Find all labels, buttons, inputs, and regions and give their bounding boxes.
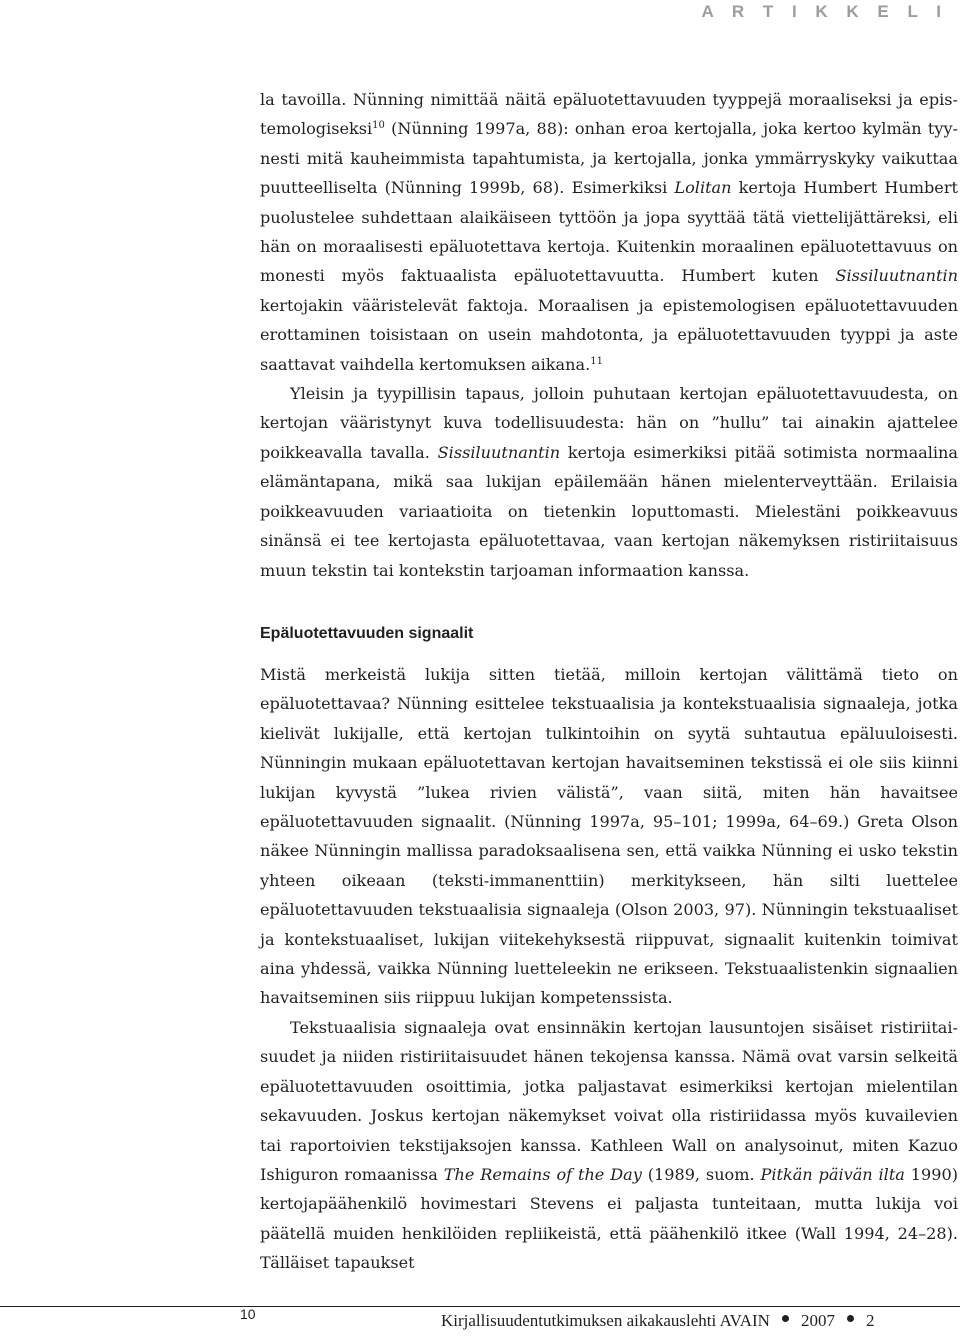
- page-number: 10: [240, 1306, 256, 1322]
- journal-name: Kirjallisuudentutkimuksen aikakauslehti AVAIN: [441, 1311, 770, 1330]
- title-sissiluutnantin: Sissiluutnantin: [437, 442, 561, 462]
- text-run: kertoja Humbert Humbert puolustelee suhdettaan alaikäiseen tyttöön ja jopa syyttää tätä viettelijättäreksi, eli hän on moraalisesti epäluotettava kertoja. Kuitenkin moraalinen epäluotettavuus on monesti myös faktuaalista epäluotettavuutta. Humbert kuten: [260, 178, 958, 286]
- body-text-bottom: [260, 660, 958, 1278]
- paragraph-1: [260, 85, 958, 379]
- bullet-dot-icon: [847, 1315, 854, 1322]
- footnote-ref-10[interactable]: 10: [372, 120, 385, 132]
- text-run: (Nünning 1997a, 88): onhan eroa kertojalla, joka kertoo kylmän tyynesti mitä kauheimmista tapahtumista, ja kertojalla, jonka ymmärryskyky vaikuttaa puutteelliselta (Nünning 1999b, 68). Esimerkiksi: [260, 119, 958, 198]
- title-pitkan-paivan-ilta: Pitkän päivän ilta: [760, 1164, 905, 1184]
- text-run: 1990) kertojapäähenkilö hovimestari Stevens ei paljasta tunteitaan, mutta lukija voi päätellä muiden henkilöiden repliikeistä, että päähenkilö itkee (Wall 1994, 24–28). Tälläiset tapaukset: [260, 1164, 959, 1273]
- text-run: Tekstuaalisia signaaleja ovat ensinnäkin kertojan lausuntojen sisäiset ristiriitaisuudet ja niiden ristiriitaisuudet hänen tekojensa kanssa. Nämä ovat varsin selkeitä epäluotettavuuden osoittimia, jotka paljastavat esimerkiksi kertojan mielentilan sekavuuden. Joskus kertojan näkemykset voivat olla ristiriidassa myös kuvailevien tai raportoivien tekstijaksojen kanssa. Kathleen Wall on analysoinut, miten Kazuo Ishiguron romaanissa: [260, 1017, 958, 1184]
- text-run: kertoja esimerkiksi pitää sotimista normaalina elämäntapana, mikä saa lukijan epäilemään hänen mielenterveyttään. Erilaisia poikkeavuuden variaatioita on tietenkin loputtomasti. Mielestäni poikkeavuus sinänsä ei tee kertojasta epäluotettavaa, vaan kertojan näkemyksen ristiriitaisuus muun tekstin tai kontekstin tarjoaman informaation kanssa.: [260, 442, 959, 580]
- text-run: kertojakin vääristelevät faktoja. Moraalisen ja epistemologisen epäluotettavuuden erottaminen toisistaan on usein mahdotonta, ja epäluotettavuuden tyyppi ja aste saattavat vaihdella kertomuksen aikana.: [260, 295, 958, 374]
- title-sissiluutnantin: Sissiluutnantin: [835, 266, 958, 286]
- body-text-top: [260, 85, 958, 585]
- journal-issue: 2: [865, 1311, 875, 1330]
- paragraph-4: [260, 1013, 958, 1278]
- text-run: la tavoilla. Nünning nimittää näitä epäluotettavuuden tyyppejä moraaliseksi ja epistemologiseksi: [260, 90, 958, 139]
- text-run: (1989, suom.: [641, 1164, 761, 1184]
- title-remains-of-the-day: The Remains of the Day: [443, 1164, 642, 1184]
- paragraph-2: [260, 379, 958, 585]
- bullet-dot-icon: [782, 1315, 789, 1322]
- section-heading: Epäluotettavuuden signaalit: [260, 625, 474, 642]
- title-lolitan: Lolitan: [674, 178, 732, 198]
- paragraph-3: Mistä merkeistä lukija sitten tietää, milloin kertojan välittämä tieto on epäluotettavaa? Nünning esittelee tekstuaalisia ja kontekstuaalisia signaaleja, jotka kielivät lukijalle, että kertojan tulkintoihin on syytä suhtautua epäluuloisesti. Nünningin mukaan epäluotettavan kertojan havaitseminen tekstissä ei ole siis kiinni lukijan kyvystä ”lukea rivien välistä”, vaan siitä, miten hän havaitsee epäluotettavuuden signaalit. (Nünning 1997a, 95–101; 1999a, 64–69.) Greta Olson näkee Nünningin mallissa paradoksaalisena sen, että vaikka Nünning ei usko tekstin yhteen oikeaan (teksti-immanenttiin) merkitykseen, hän silti luettelee epäluotettavuuden tekstuaalisia signaaleja (Olson 2003, 97). Nünningin tekstuaaliset ja kontekstuaaliset, lukijan viitekehyksestä riippuvat, signaalit kuitenkin toimivat aina yhdessä, vaikka Nünning luetteleekin ne erikseen. Tekstuaalistenkin signaalien havaitseminen siis riippuu lukijan kompetenssista.: [260, 665, 958, 1008]
- text-run: Yleisin ja tyypillisin tapaus, jolloin puhutaan kertojan epäluotettavuudesta, on kertojan vääristynyt kuva todellisuudesta: hän on ”hullu” tai ainakin ajattelee poikkeavalla tavalla.: [260, 384, 958, 462]
- footnote-ref-11[interactable]: 11: [590, 355, 603, 367]
- journal-footer: [441, 1311, 874, 1331]
- section-label: A R T I K K E L I: [701, 2, 948, 21]
- footer-rule: [0, 1306, 960, 1307]
- journal-year: 2007: [800, 1311, 835, 1330]
